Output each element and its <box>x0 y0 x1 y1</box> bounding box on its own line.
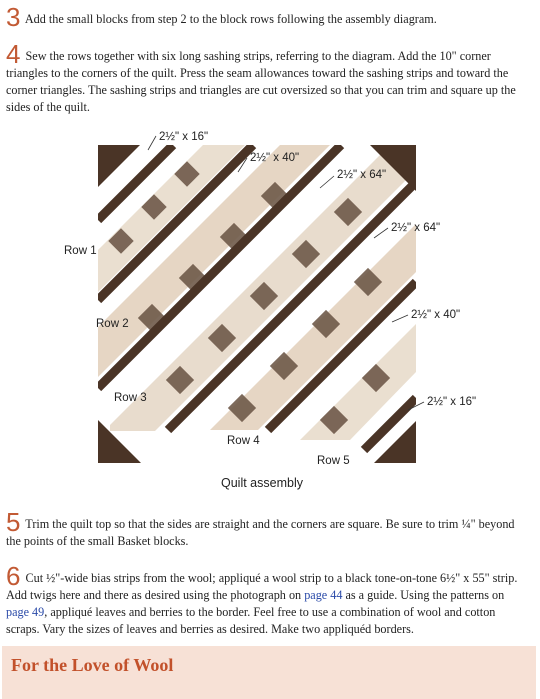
sashing-label: 2½" x 40" <box>250 152 300 164</box>
sashing-label: 2½" x 64" <box>337 169 387 181</box>
step-text: Trim the quilt top so that the sides are straight and the corners are square. Be sure to trim ¼" beyond the points of the small Basket blocks. <box>6 517 515 548</box>
step-text: as a guide. Using the patterns on <box>342 588 505 602</box>
step-number: 3 <box>6 2 21 32</box>
row-label: Row 5 <box>317 455 350 467</box>
step-number: 6 <box>6 561 21 591</box>
step-text: , appliqué leaves and berries to the border. Feel free to use a combination of wool and cotton scraps. Vary the sizes of leaves and berries as desired. Make two appliquéd borders. <box>6 605 496 636</box>
step-text: Add the small blocks from step 2 to the block rows following the assembly diagram. <box>24 12 437 26</box>
sashing-label: 2½" x 16" <box>427 396 477 408</box>
step-text: Cut ½"-wide bias strips from the wool; appliqué a wool strip to a black tone-on-tone 6½" x 55" strip. Add twigs here and there as desired using the photograph on <box>6 571 518 602</box>
step-number: 4 <box>6 39 21 69</box>
sashing-label: 2½" x 64" <box>391 222 441 234</box>
step-text: Sew the rows together with six long sashing strips, referring to the diagram. Add the 10" corner triangles to the corners of the quilt. Press the seam allowances toward the sashing strips and toward the corner triangles. The sashing strips and triangles are cut oversized so that you can trim and square up the sides of the quilt. <box>6 49 516 114</box>
row-label: Row 1 <box>64 245 97 257</box>
section-banner <box>2 646 536 699</box>
step-6 <box>6 561 530 638</box>
sashing-label: 2½" x 40" <box>411 309 461 321</box>
row-label: Row 4 <box>227 435 260 447</box>
sashing-label: 2½" x 16" <box>159 131 209 143</box>
step-number: 5 <box>6 507 21 537</box>
page-49-link[interactable]: page 49 <box>6 605 45 619</box>
step-5 <box>6 507 530 550</box>
page-44-link[interactable]: page 44 <box>304 588 343 602</box>
diagram-caption: Quilt assembly <box>221 476 303 490</box>
row-label: Row 2 <box>96 318 129 330</box>
section-title: For the Love of Wool <box>11 655 174 675</box>
row-label: Row 3 <box>114 392 147 404</box>
